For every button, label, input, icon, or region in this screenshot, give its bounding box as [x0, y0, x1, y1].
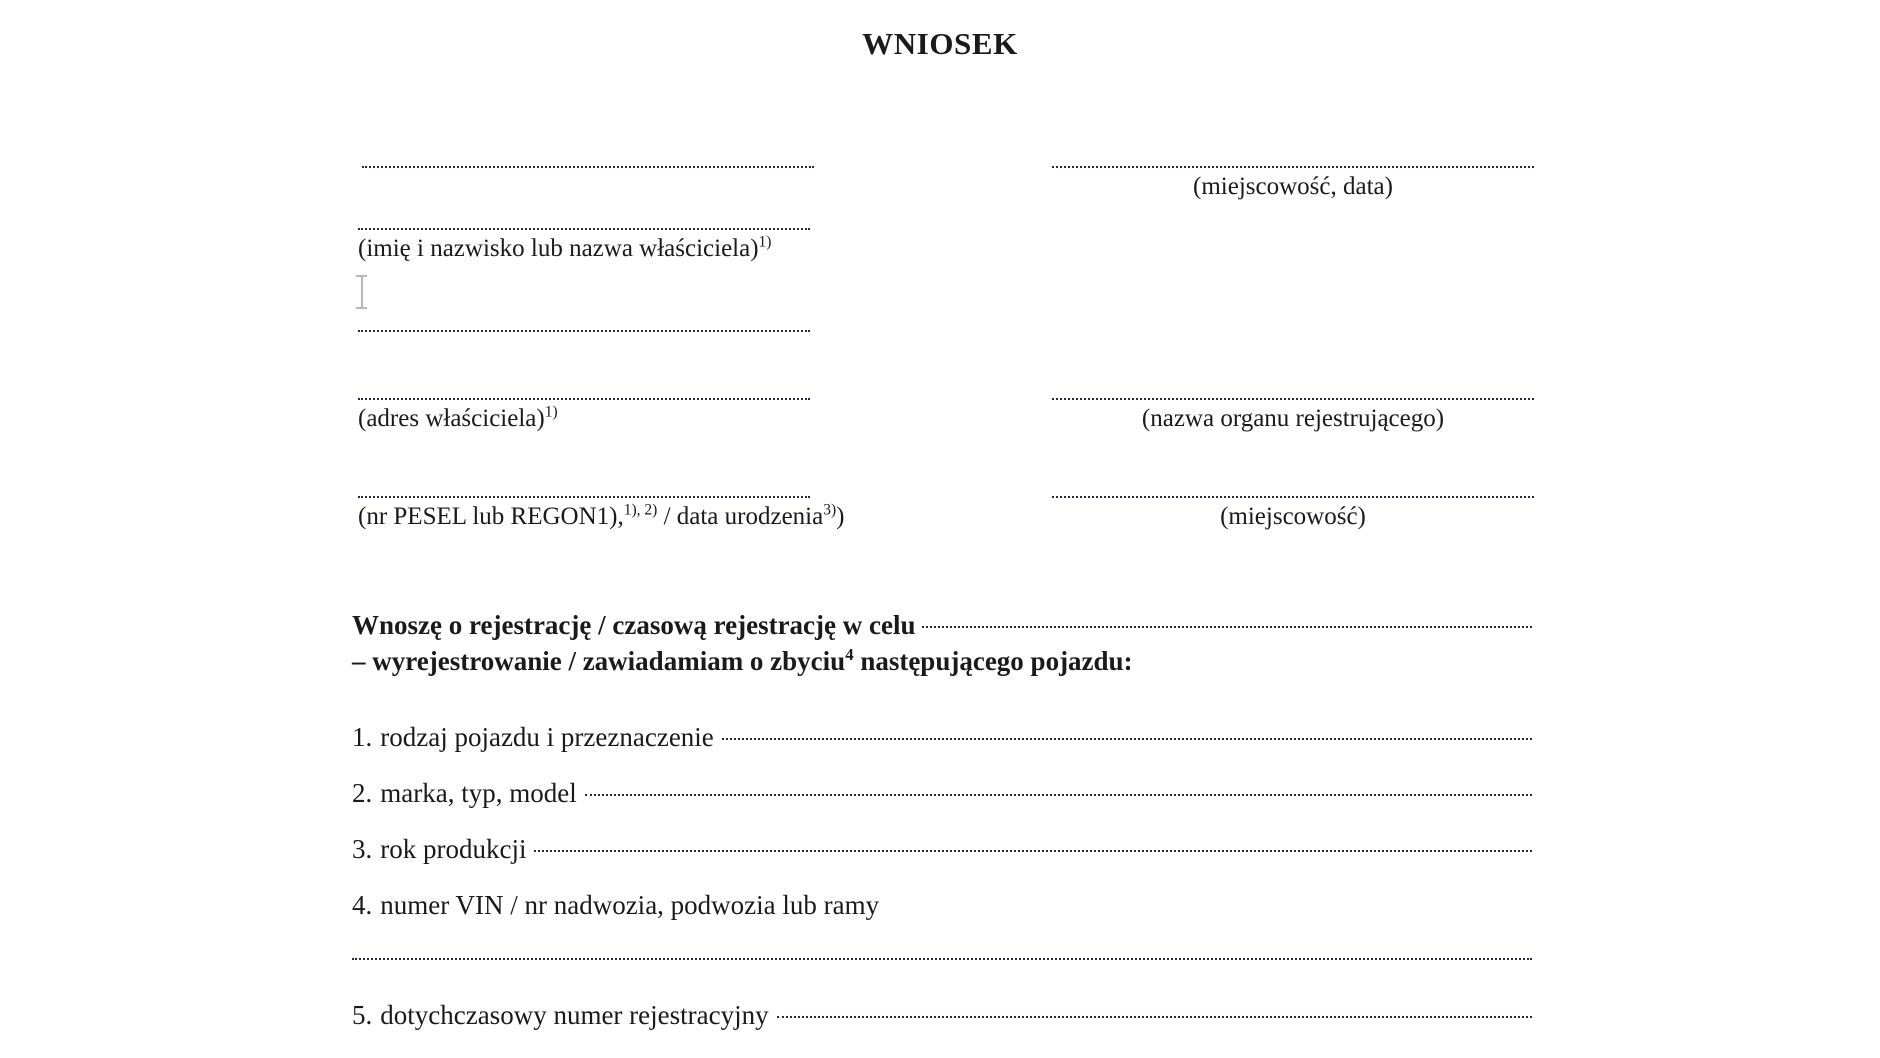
list-item-2[interactable] [352, 778, 1532, 809]
field-place-date[interactable] [1052, 166, 1534, 202]
text-cursor-icon [356, 275, 367, 309]
list-item-1-number: 1. [352, 722, 373, 752]
field-authority-name[interactable] [1052, 398, 1534, 434]
list-item-3-label: rok produkcji [380, 834, 527, 864]
list-item-1[interactable] [352, 722, 1532, 753]
dotted-rule [358, 228, 810, 230]
request-line-1 [352, 608, 1532, 644]
footnote-marker-1: 1) [758, 233, 772, 251]
field-pesel-regon[interactable] [358, 496, 845, 532]
request-line-2-suffix: następującego pojazdu: [853, 645, 1133, 676]
footnote-marker-1-2: 1), 2) [623, 501, 658, 519]
field-pesel-regon-caption-part3: ) [836, 503, 845, 530]
list-item-3-number: 3. [352, 834, 373, 864]
list-item-1-label: rodzaj pojazdu i przeznaczenie [380, 722, 714, 752]
dotted-rule [358, 398, 810, 400]
list-item-4-number: 4. [352, 890, 373, 920]
field-pesel-regon-caption-part2: / data urodzenia [657, 503, 824, 530]
dotted-rule [1052, 398, 1534, 400]
field-owner-name-caption [358, 235, 810, 264]
list-item-5[interactable] [352, 1000, 1532, 1031]
field-place[interactable] [1052, 496, 1534, 532]
field-left-blank-top[interactable] [362, 166, 814, 168]
list-item-5-label: dotychczasowy numer rejestracyjny [380, 1000, 769, 1030]
list-item-2-number: 2. [352, 778, 373, 808]
footnote-marker-3: 3) [823, 501, 837, 519]
field-owner-address-caption [358, 405, 810, 434]
field-place-date-caption: (miejscowość, data) [1193, 173, 1393, 200]
list-item-2-filler[interactable] [585, 794, 1532, 796]
list-item-4-continuation-rule[interactable] [352, 958, 1532, 960]
request-paragraph [352, 608, 1532, 680]
dotted-rule [358, 330, 810, 332]
list-item-2-label: marka, typ, model [380, 778, 577, 808]
footnote-marker-4: 4 [845, 644, 854, 664]
dotted-rule [1052, 496, 1534, 498]
field-authority-name-caption: (nazwa organu rejestrującego) [1141, 405, 1445, 432]
field-pesel-regon-caption-part1: (nr PESEL lub REGON1), [358, 503, 624, 530]
footnote-marker-1: 1) [544, 403, 558, 421]
page-title: WNIOSEK [862, 26, 1018, 61]
field-place-caption: (miejscowość) [1220, 503, 1366, 530]
list-item-1-filler[interactable] [722, 738, 1532, 740]
request-line-2 [352, 644, 1532, 680]
list-item-3[interactable] [352, 834, 1532, 865]
dotted-rule [1052, 166, 1534, 168]
field-owner-name[interactable] [358, 228, 810, 264]
list-item-4-label: numer VIN / nr nadwozia, podwozia lub ramy [380, 890, 880, 920]
request-line-2-prefix: – wyrejestrowanie / zawiadamiam o zbyciu [352, 645, 846, 676]
list-item-5-filler[interactable] [777, 1016, 1532, 1018]
list-item-5-number: 5. [352, 1000, 373, 1030]
field-owner-address-line1[interactable] [358, 330, 810, 332]
field-pesel-regon-caption [358, 501, 845, 532]
dotted-rule [362, 166, 814, 168]
request-line-1-filler[interactable] [922, 626, 1533, 628]
field-owner-name-caption-text: (imię i nazwisko lub nazwa właściciela) [358, 235, 759, 262]
field-owner-address-caption-text: (adres właściciela) [358, 405, 545, 432]
request-line-1-text: Wnoszę o rejestrację / czasową rejestrację w celu [352, 610, 916, 640]
dotted-rule [358, 496, 810, 498]
list-item-4[interactable] [352, 890, 1532, 921]
field-owner-address[interactable] [358, 398, 810, 434]
list-item-3-filler[interactable] [534, 850, 1532, 852]
